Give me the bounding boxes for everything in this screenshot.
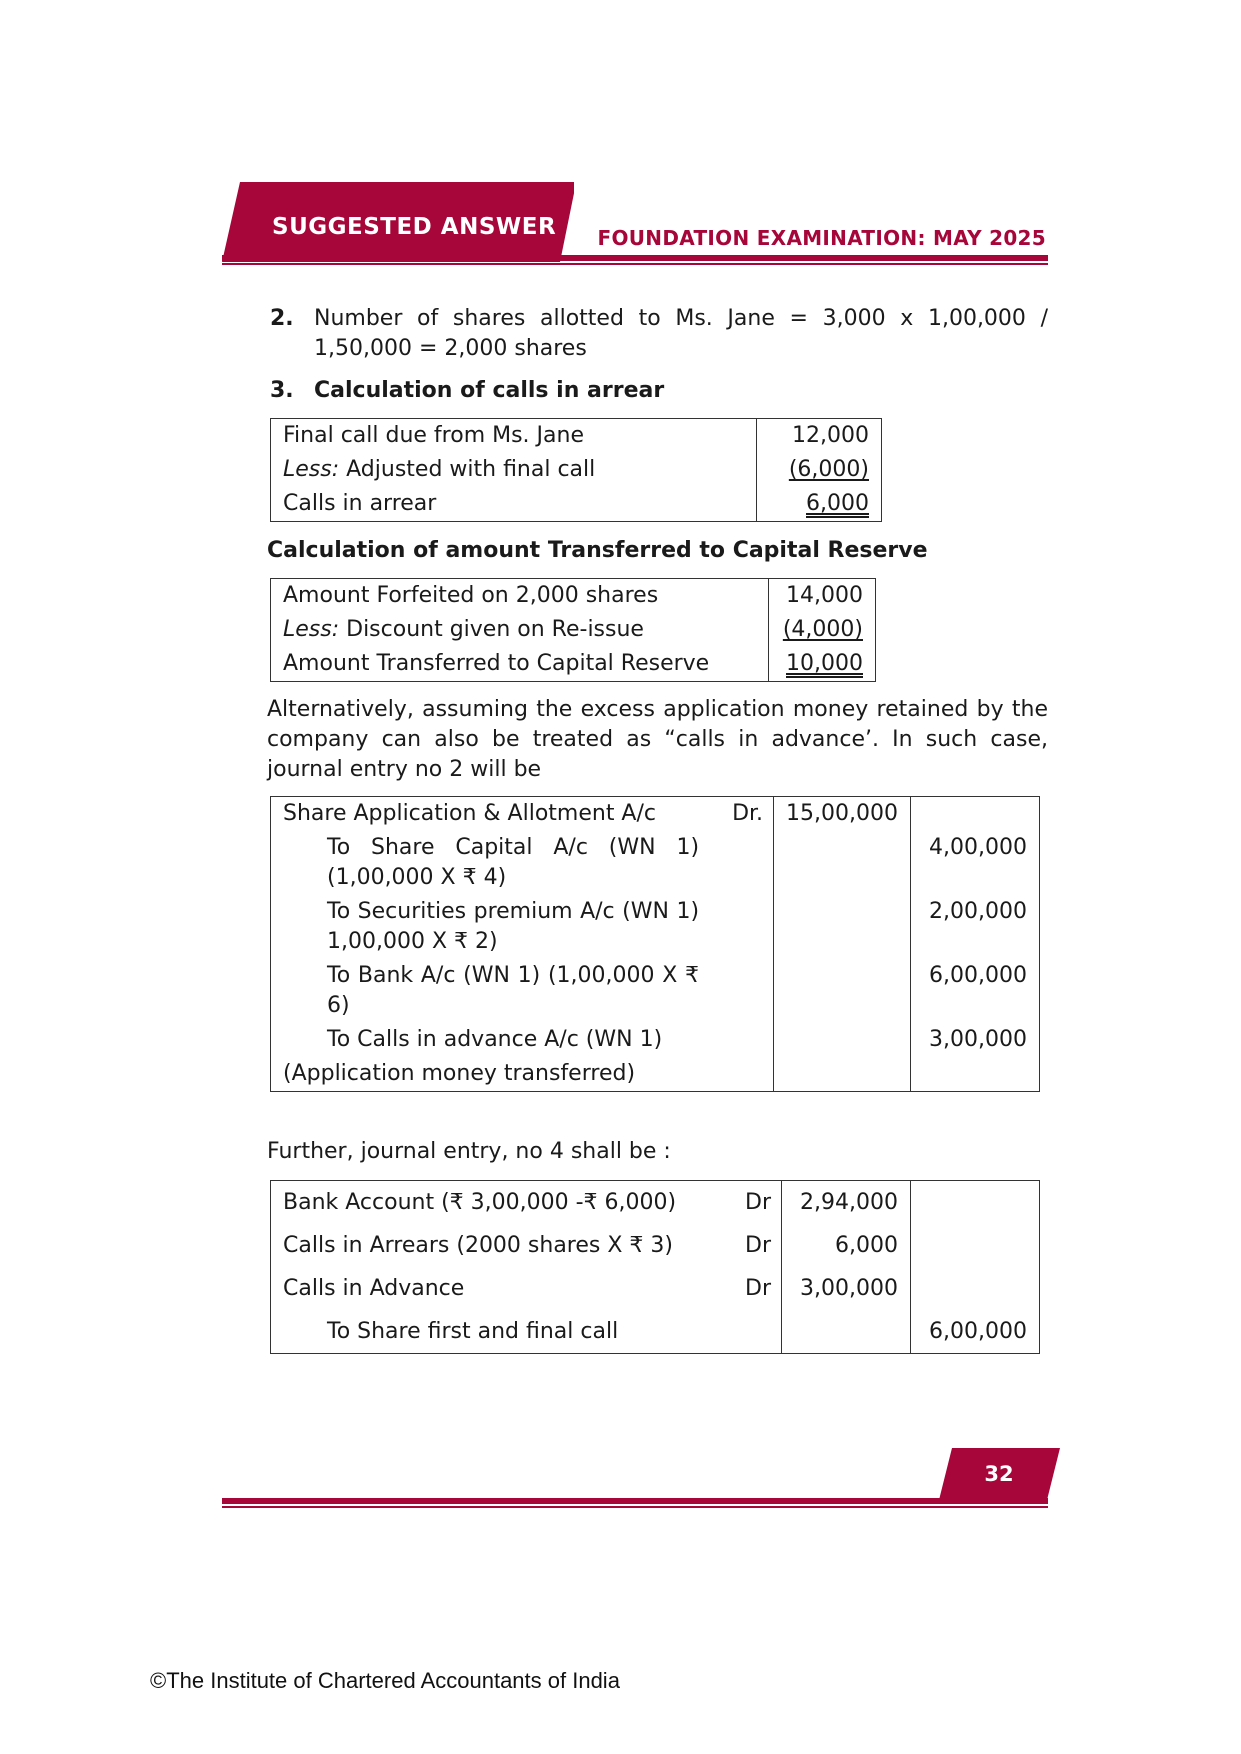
- row-label: Calls in arrear: [283, 491, 437, 516]
- header-tab-label: SUGGESTED ANSWER: [272, 214, 557, 240]
- table-row: [271, 1023, 1040, 1057]
- credit-amount: 6,00,000: [911, 959, 1040, 1023]
- journal-entry-4-table: [270, 1180, 1040, 1354]
- debit-account: Calls in Arrears (2000 shares X ₹ 3): [283, 1233, 673, 1258]
- credit-account: To Calls in advance A/c (WN 1): [327, 1027, 663, 1052]
- credit-amount: [911, 797, 1040, 832]
- page-number: 32: [984, 1462, 1014, 1486]
- table-row: [271, 419, 882, 454]
- row-amount: 12,000: [757, 419, 882, 454]
- table-row: [271, 895, 1040, 959]
- journal-entry-2-table: [270, 796, 1040, 1092]
- row-label: Final call due from Ms. Jane: [283, 423, 584, 448]
- narration: (Application money transferred): [283, 1061, 636, 1086]
- calls-in-arrear-table: [270, 418, 882, 522]
- further-text: Further, journal entry, no 4 shall be :: [267, 1139, 671, 1164]
- table-row: [271, 831, 1040, 895]
- credit-amount: 6,00,000: [911, 1310, 1040, 1354]
- credit-amount: 3,00,000: [911, 1023, 1040, 1057]
- credit-account: To Securities premium A/c (WN 1) 1,00,000 X ₹ 2): [327, 899, 700, 954]
- table-row: [271, 647, 876, 682]
- header-rule-thin: [222, 263, 1048, 265]
- credit-account: To Share Capital A/c (WN 1) (1,00,000 X ₹ 4): [327, 835, 700, 890]
- less-prefix: Less:: [283, 617, 340, 642]
- dr-marker: Dr.: [732, 801, 764, 826]
- note-2-text: Number of shares allotted to Ms. Jane = 3,000 x 1,00,000 / 1,50,000 = 2,000 shares: [314, 306, 1048, 361]
- row-amount: (6,000): [757, 453, 882, 487]
- dr-marker: Dr: [745, 1276, 771, 1301]
- note-3-heading: Calculation of calls in arrear: [314, 378, 665, 403]
- table-row: [271, 453, 882, 487]
- debit-amount: 15,00,000: [774, 797, 911, 832]
- table-row: [271, 959, 1040, 1023]
- table-row: [271, 1181, 1040, 1225]
- dr-marker: Dr: [745, 1233, 771, 1258]
- table-row: [271, 1224, 1040, 1267]
- dr-marker: Dr: [745, 1190, 771, 1215]
- table-row: [271, 1310, 1040, 1354]
- row-label: Amount Forfeited on 2,000 shares: [283, 583, 659, 608]
- debit-amount: 2,94,000: [782, 1181, 911, 1225]
- row-amount: 10,000: [769, 647, 876, 682]
- credit-account: To Bank A/c (WN 1) (1,00,000 X ₹ 6): [327, 963, 700, 1018]
- debit-amount: 6,000: [782, 1224, 911, 1267]
- credit-account: To Share first and final call: [327, 1319, 619, 1344]
- note-2-number: 2.: [270, 306, 294, 331]
- exam-title: FOUNDATION EXAMINATION: MAY 2025: [597, 226, 1046, 250]
- debit-amount: 3,00,000: [782, 1267, 911, 1310]
- row-label: Amount Transferred to Capital Reserve: [283, 651, 710, 676]
- less-prefix: Less:: [283, 457, 340, 482]
- table-row: [271, 797, 1040, 832]
- credit-amount: 2,00,000: [911, 895, 1040, 959]
- table-row: [271, 613, 876, 647]
- footer-rule: [222, 1498, 1048, 1504]
- row-label: Less: Adjusted with final call: [283, 457, 596, 482]
- copyright-text: ©The Institute of Chartered Accountants of India: [150, 1668, 620, 1693]
- row-amount: (4,000): [769, 613, 876, 647]
- note-3-number: 3.: [270, 378, 294, 403]
- table-row: [271, 1267, 1040, 1310]
- table-row: [271, 487, 882, 522]
- debit-account: Bank Account (₹ 3,00,000 -₹ 6,000): [283, 1190, 677, 1215]
- row-label: Less: Discount given on Re-issue: [283, 617, 644, 642]
- row-amount: 6,000: [757, 487, 882, 522]
- table-row: [271, 579, 876, 614]
- table-row: [271, 1057, 1040, 1092]
- capital-reserve-table: [270, 578, 876, 682]
- credit-amount: 4,00,000: [911, 831, 1040, 895]
- alternative-paragraph: Alternatively, assuming the excess application money retained by the company can also be treated as “calls in advance’. In such case, journal entry no 2 will be: [267, 697, 1048, 782]
- debit-account: Share Application & Allotment A/c: [283, 801, 656, 826]
- footer-rule-thin: [222, 1506, 1048, 1508]
- debit-account: Calls in Advance: [283, 1276, 465, 1301]
- capital-reserve-heading: Calculation of amount Transferred to Capital Reserve: [267, 538, 928, 563]
- row-amount: 14,000: [769, 579, 876, 614]
- header-rule: [222, 255, 1048, 261]
